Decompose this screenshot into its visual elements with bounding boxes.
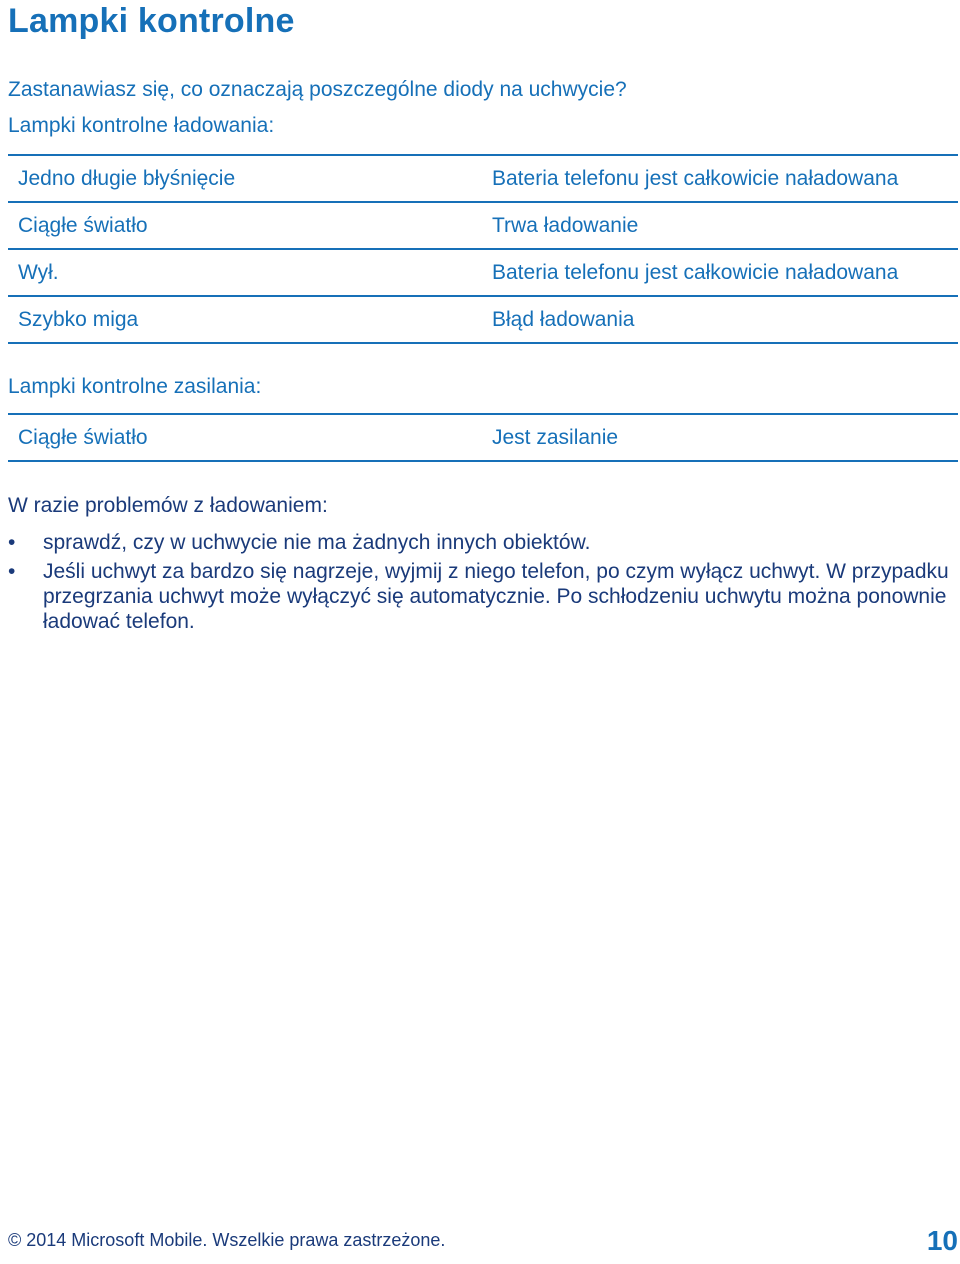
table-row <box>8 250 958 297</box>
light-meaning: Bateria telefonu jest całkowicie naładowana <box>492 260 899 284</box>
light-meaning: Bateria telefonu jest całkowicie naładowana <box>492 166 899 190</box>
light-pattern: Ciągłe światło <box>18 213 148 237</box>
light-meaning: Błąd ładowania <box>492 307 635 331</box>
light-meaning: Jest zasilanie <box>492 425 619 449</box>
troubleshooting-tips-list <box>8 530 958 638</box>
footer-copyright: © 2014 Microsoft Mobile. Wszelkie prawa zastrzeżone. <box>8 1230 446 1250</box>
troubleshooting-heading: W razie problemów z ładowaniem: <box>8 494 328 517</box>
list-item <box>8 559 958 634</box>
tip-text: Jeśli uchwyt za bardzo się nagrzeje, wyjmij z niego telefon, po czym wyłącz uchwyt. W przypadku przegrzania uchwyt może wyłączyć się automatycznie. Po schłodzeniu uchwytu można ponownie ładować telefon. <box>43 560 949 633</box>
power-lights-table <box>8 413 958 462</box>
table-row <box>8 203 958 250</box>
light-pattern: Szybko miga <box>18 307 139 331</box>
page-title: Lampki kontrolne <box>8 2 295 40</box>
tip-text: sprawdź, czy w uchwycie nie ma żadnych innych obiektów. <box>43 531 591 554</box>
light-pattern: Jedno długie błyśnięcie <box>18 166 236 190</box>
table-row <box>8 297 958 344</box>
power-lights-label: Lampki kontrolne zasilania: <box>8 375 262 398</box>
light-pattern: Ciągłe światło <box>18 425 148 449</box>
charging-lights-table <box>8 154 958 344</box>
table-row <box>8 156 958 203</box>
charging-lights-label: Lampki kontrolne ładowania: <box>8 114 275 137</box>
bullet-icon: • <box>8 560 16 583</box>
light-pattern: Wył. <box>18 260 59 284</box>
intro-question: Zastanawiasz się, co oznaczają poszczególne diody na uchwycie? <box>8 78 627 101</box>
bullet-icon: • <box>8 531 16 554</box>
table-row <box>8 415 958 462</box>
page-number: 10 <box>926 1225 958 1256</box>
list-item <box>8 530 958 555</box>
light-meaning: Trwa ładowanie <box>492 213 639 237</box>
